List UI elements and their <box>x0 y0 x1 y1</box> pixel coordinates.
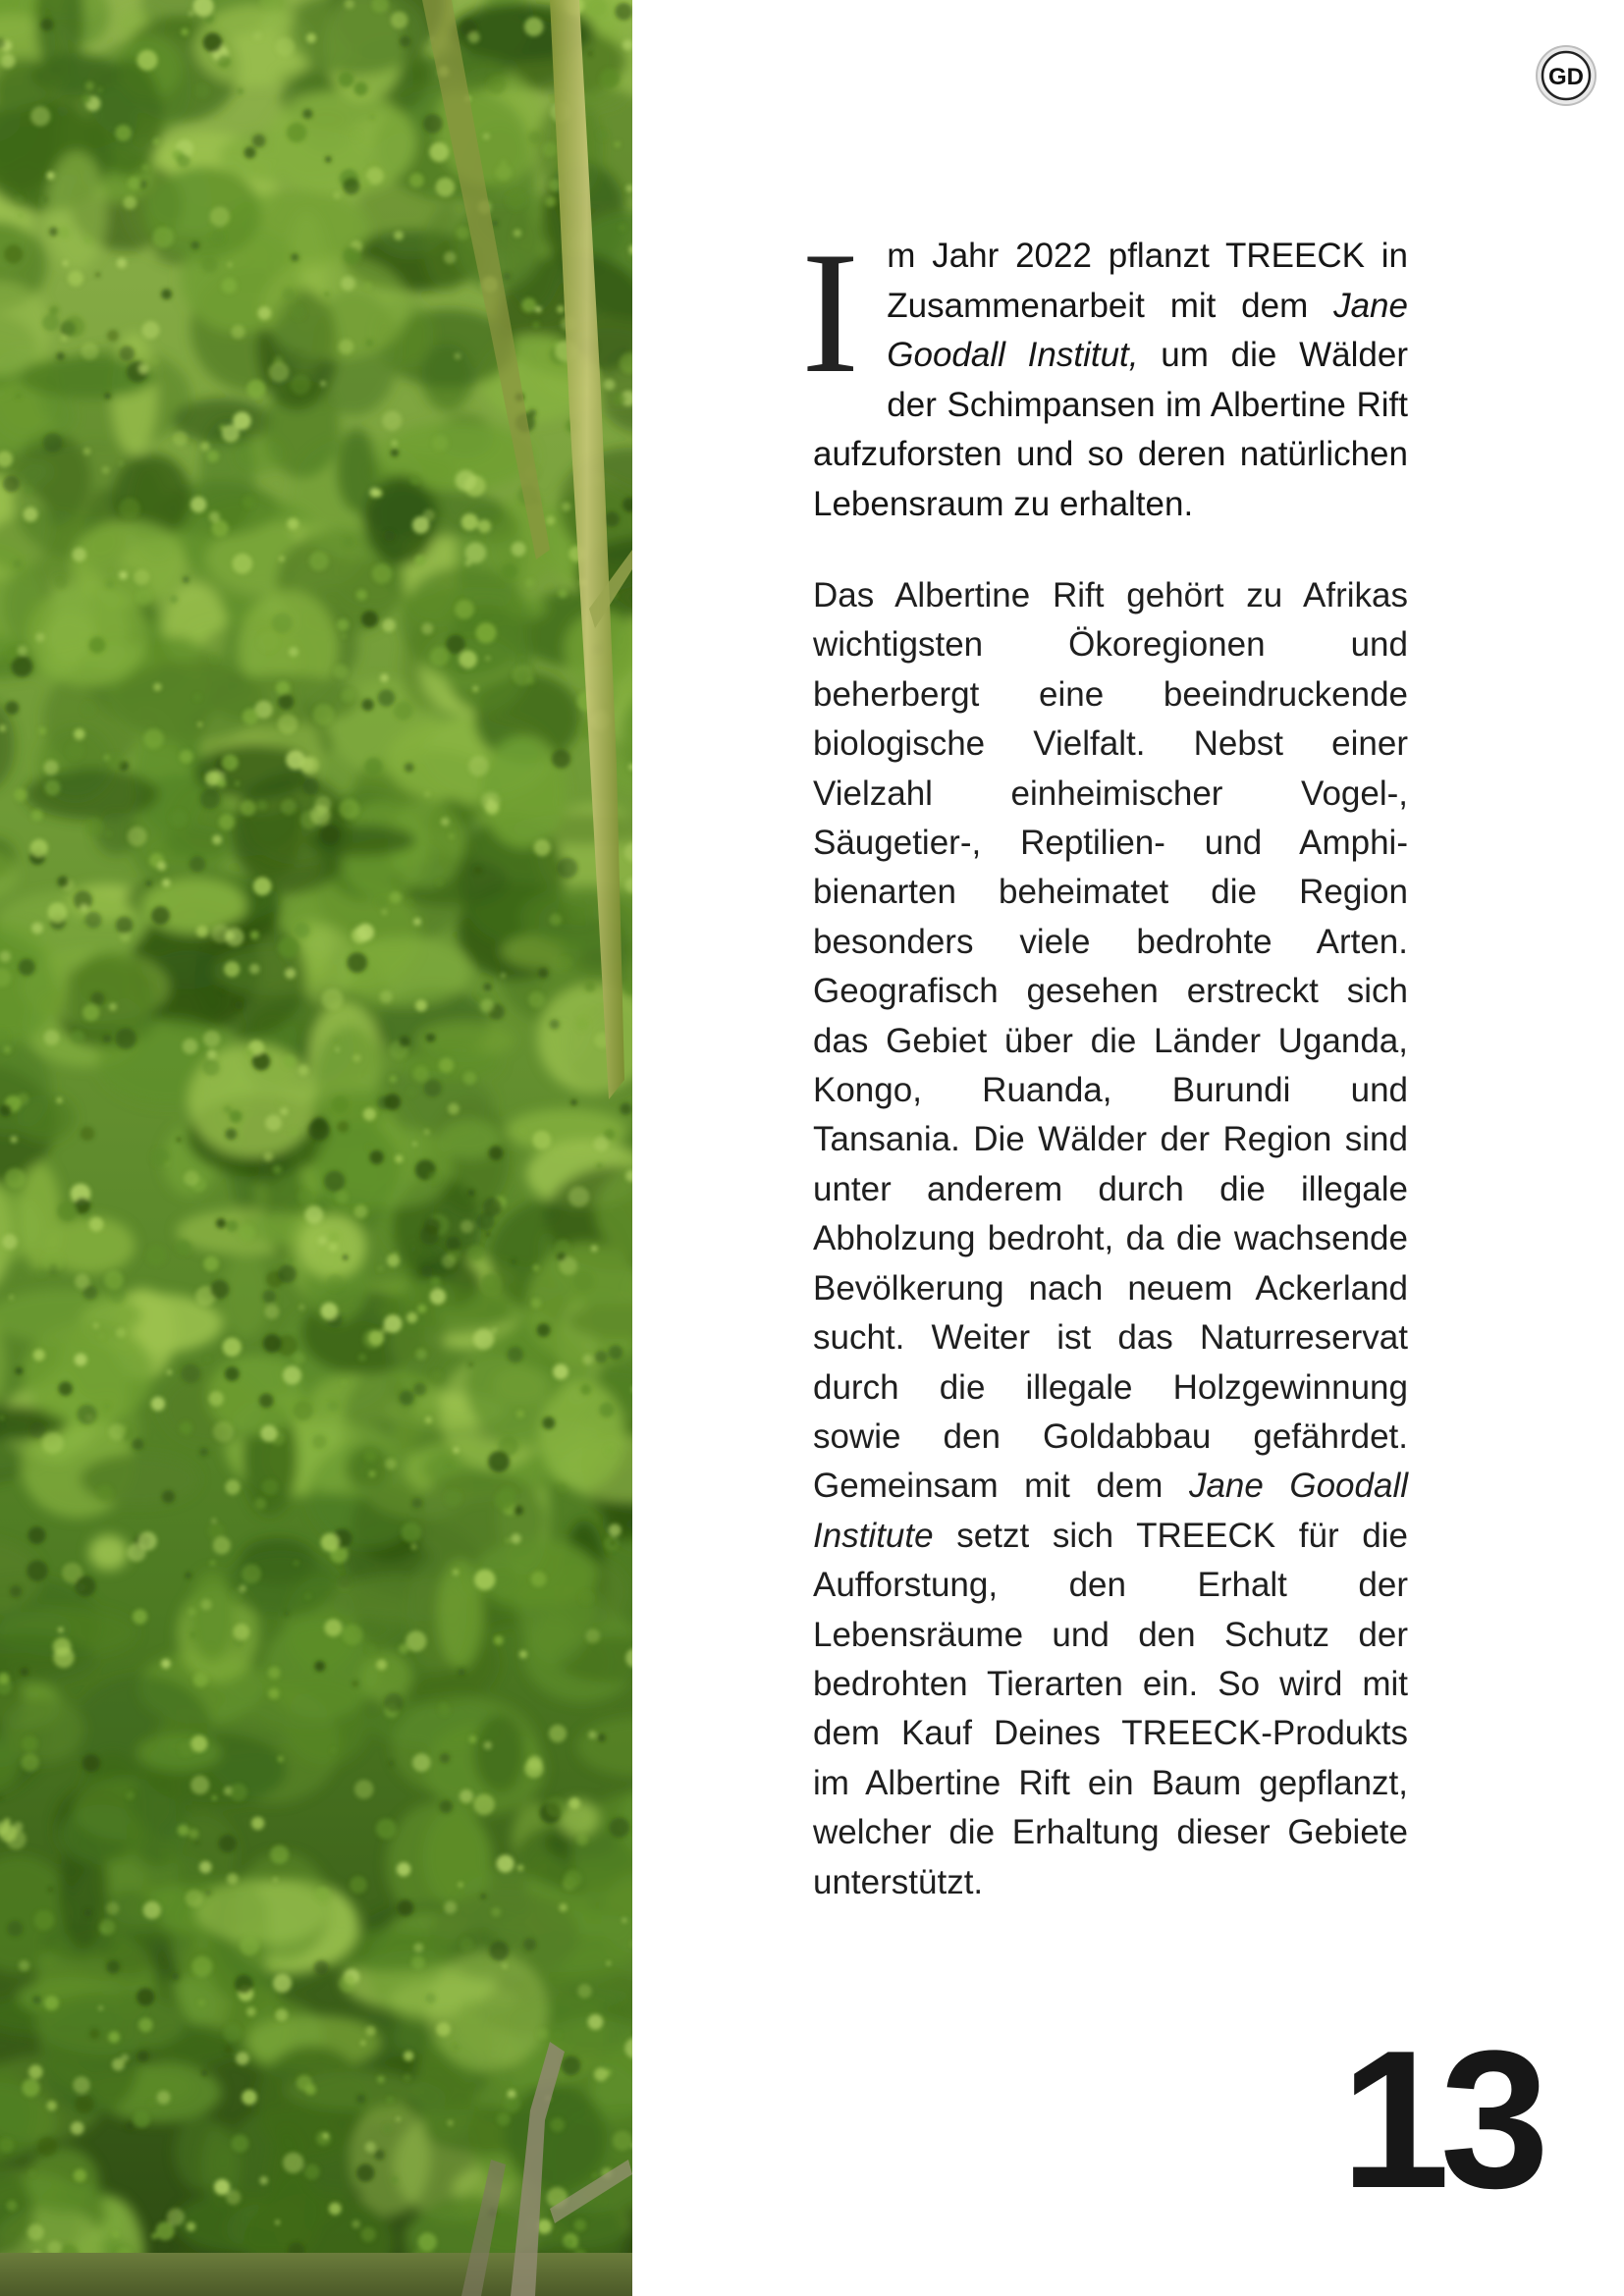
body-paragraph <box>813 571 1408 1907</box>
forest-illustration <box>0 0 632 2296</box>
lead-institute-name: Jane Goodall Institut, <box>887 286 1408 374</box>
lead-paragraph <box>801 215 1408 529</box>
drop-cap: I <box>801 215 860 409</box>
forest-photo <box>0 0 632 2296</box>
lead-text-part2: um die Wälder der Schimpansen im Albertine Rift aufzuforsten und so deren natürlichen Lebensraum zu erhalten. <box>813 336 1408 523</box>
article <box>801 215 1408 1907</box>
svg-text:GD: GD <box>1548 64 1584 90</box>
body-text-part2: setzt sich TREECK für die Aufforstung, den Erhalt der Lebensräume und den Schutz der bedrohten Tierarten ein. So wird mit dem Kauf Deines TREECK-Produkts im Albertine Rift ein Baum gepflanzt, welcher die Erhaltung dieser Gebiete unterstützt. <box>813 1516 1408 1901</box>
body-text-part1: Das Albertine Rift gehört zu Afrikas wichtigsten Ökoregionen und beherbergt eine beeindruckende biologische Vielfalt. Nebst einer Vielzahl einheimischer Vogel-, Säugetier-, Reptilien- und Amphibienarten beheimatet die Region besonders viele bedrohte Arten. Geografisch gesehen erstreckt sich das Gebiet über die Länder Uganda, Kongo, Ruanda, Burundi und Tansania. Die Wälder der Region sind unter anderem durch die illegale Abholzung bedroht, da die wachsende Bevölkerung nach neuem Ackerland sucht. Weiter ist das Naturreservat durch die illegale Holzgewinnung sowie den Goldabbau gefährdet. Gemeinsam mit dem <box>813 576 1408 1506</box>
brand-logo-icon <box>1535 44 1597 107</box>
lead-text-part1: m Jahr 2022 pflanzt TREECK in Zusammenarbeit mit dem <box>887 237 1408 325</box>
page-number: 13 <box>1340 2010 1540 2229</box>
body-institute-name: Jane Goodall Institute <box>813 1467 1408 1555</box>
